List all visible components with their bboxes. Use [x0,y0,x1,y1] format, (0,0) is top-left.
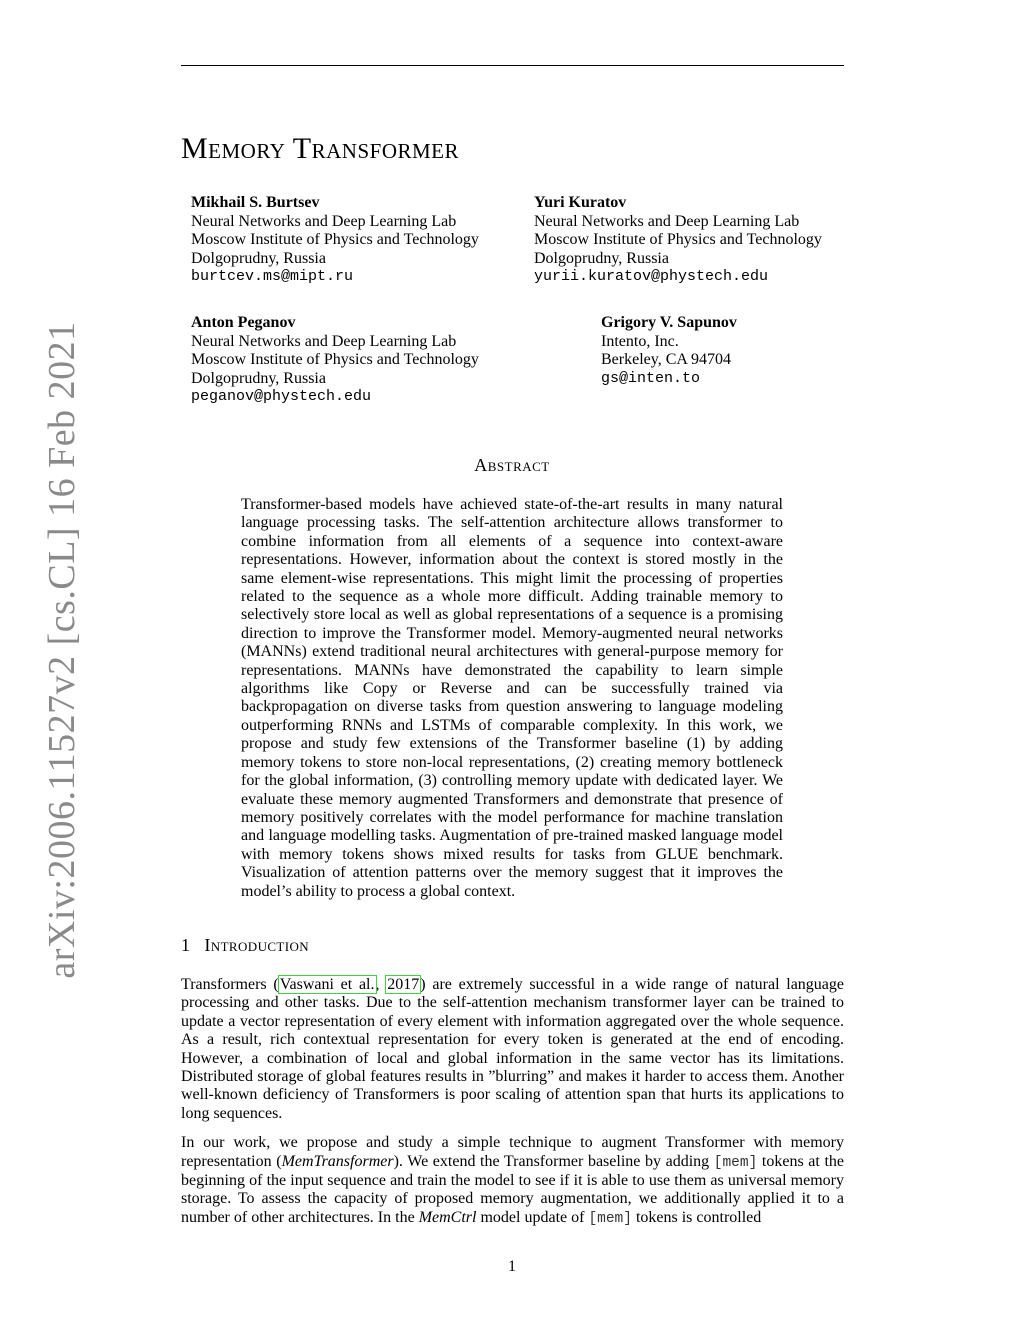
author-affiliation-line: Moscow Institute of Physics and Technology [191,351,479,368]
author-name: Grigory V. Sapunov [601,314,737,331]
mem-token-code: [mem] [713,1154,758,1171]
author-affiliation-line: Intento, Inc. [601,332,679,350]
text-run: Transformers ( [181,976,279,993]
author-affiliation-line: Dolgoprudny, Russia [534,249,669,267]
author-email[interactable]: peganov@phystech.edu [191,388,372,405]
model-name-memctrl: MemCtrl [418,1208,477,1226]
abstract-heading: Abstract [474,455,550,475]
section-title: Introduction [204,935,310,955]
author-affiliation-line: Berkeley, CA 94704 [601,351,732,368]
page-number: 1 [508,1258,516,1275]
top-rule [181,65,844,66]
arxiv-identifier-stamp: arXiv:2006.11527v2 [cs.CL] 16 Feb 2021 [41,321,83,979]
text-run: tokens at the beginning of the input sequence and train the model to see if it is able to use them as universal memory storage. To assess the capacity of proposed memory augmentation, we additionally applied it to a number of other architectures. In the [181,1152,844,1226]
citation-author: Vaswani et al. [279,976,375,993]
author-email[interactable]: gs@inten.to [601,369,701,387]
author-affiliation-line: Neural Networks and Deep Learning Lab [191,332,457,350]
author-affiliation-line: Moscow Institute of Physics and Technology [191,231,479,248]
text-run: In our work, we propose and study a simple technique to augment Transformer with memory representation ( [181,1134,844,1170]
paragraph [181,1134,844,1228]
author-block-sapunov [601,314,737,388]
text-run: , [375,976,387,993]
abstract-text: Transformer-based models have achieved state-of-the-art results in many natural language processing tasks. The self-attention architecture allows transformer to combine information from all elements of a sequence into context-aware representations. However, information about the context is stored mostly in the same element-wise representations. This might limit the processing of properties related to the sequence as a whole more difficult. Adding trainable memory to selectively store local as well as global representations of a sequence is a promising direction to improve the Transformer model. Memory-augmented neural networks (MANNs) extend traditional neural architectures with general-purpose memory for representations. MANNs have demonstrated the capability to learn simple algorithms like Copy or Reverse and can be successfully trained via backpropagation on diverse tasks from question answering to language modeling outperforming RNNs and LSTMs of comparable complexity. In this work, we propose and study few extensions of the Transformer baseline (1) by adding memory tokens to store non-local representations, (2) creating memory bottleneck for the global information, (3) controlling memory update with dedicated layer. We evaluate these memory augmented Transformers and demonstrate that presence of memory positively correlates with the model performance for machine translation and language modelling tasks. Augmentation of pre-trained masked language model with memory tokens shows mixed results for tasks from GLUE benchmark. Visualization of attention patterns over the memory suggest that it improves the model’s ability to process a global context. [241,496,783,900]
author-affiliation-line: Neural Networks and Deep Learning Lab [534,212,800,230]
text-run: tokens is controlled [631,1208,762,1226]
author-name: Anton Peganov [191,314,296,331]
citation-link-year[interactable] [386,976,420,993]
section-number: 1 [181,935,191,955]
introduction-body [181,976,844,1239]
paragraph [181,976,844,1123]
text-run: ). We extend the Transformer baseline by adding [393,1152,714,1170]
model-name-memtransformer: MemTransformer [281,1152,394,1170]
author-email[interactable]: yurii.kuratov@phystech.edu [534,268,769,285]
paper-title: Memory Transformer [181,132,460,165]
author-block-peganov [191,314,479,407]
citation-link-vaswani[interactable] [279,976,376,993]
author-email[interactable]: burtcev.ms@mipt.ru [191,268,354,285]
author-affiliation-line: Dolgoprudny, Russia [191,369,326,387]
text-run: ) are extremely successful in a wide range of natural language processing and other tasks. Due to the self-attention mechanism transformer layer can be trained to update a vector representation of every element with information aggregated over the whole sequence. As a result, rich contextual representation for every token is generated at the end of encoding. However, a combination of local and global information in the same vector has its limitations. Distributed storage of global features results in ”blurring” and makes it harder to access them. Another well-known deficiency of Transformers is poor scaling of attention span that hurts its applications to long sequences. [181,976,845,1122]
author-affiliation-line: Neural Networks and Deep Learning Lab [191,212,457,230]
author-name: Mikhail S. Burtsev [191,194,320,211]
citation-year: 2017 [387,976,420,993]
mem-token-code: [mem] [588,1210,632,1227]
author-affiliation-line: Dolgoprudny, Russia [191,249,326,267]
author-block-burtsev [191,194,479,287]
author-block-kuratov [534,194,822,287]
author-name: Yuri Kuratov [534,194,627,211]
text-run: model update of [476,1208,589,1226]
section-heading-introduction [181,935,309,956]
author-affiliation-line: Moscow Institute of Physics and Technology [534,231,822,248]
